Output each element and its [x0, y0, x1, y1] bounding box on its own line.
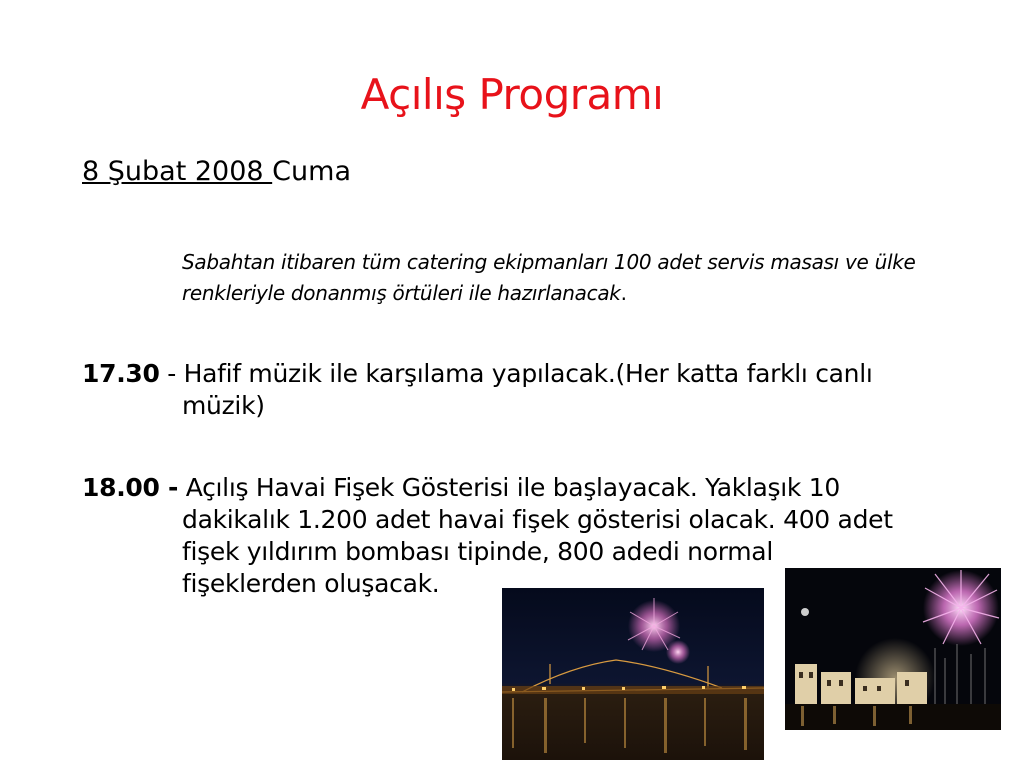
slide-title: Açılış Programı: [360, 70, 664, 119]
fireworks-over-bridge-photo: [502, 588, 764, 760]
item-line: Açılış Havai Fişek Gösterisi ile başlayacak. Yaklaşık 10: [185, 473, 840, 502]
item-line: fişek yıldırım bombası tipinde, 800 adedi normal: [182, 537, 773, 566]
item-line: dakikalık 1.200 adet havai fişek gösterisi olacak. 400 adet: [182, 505, 893, 534]
date-underlined: 8 Şubat 2008: [82, 156, 273, 187]
item-line: müzik): [182, 391, 265, 420]
program-item-1: [82, 358, 982, 422]
intro-paragraph: [182, 247, 972, 309]
item-time: 17.30: [82, 359, 160, 388]
item-separator: [178, 473, 186, 502]
item-line: Hafif müzik ile karşılama yapılacak.(Her katta farklı canlı: [183, 359, 873, 388]
intro-text: Sabahtan itibaren tüm catering ekipmanları 100 adet servis masası ve ülke renkleriyle donanmış örtüleri ile hazırlanacak: [182, 250, 916, 305]
item-line: fişeklerden oluşacak.: [182, 569, 440, 598]
date-line: [82, 156, 351, 187]
intro-end: .: [620, 281, 627, 305]
item-time: 18.00 -: [82, 473, 179, 502]
fireworks-over-harbor-photo: [785, 568, 1001, 730]
date-day: Cuma: [272, 156, 351, 187]
item-separator: -: [159, 359, 184, 388]
